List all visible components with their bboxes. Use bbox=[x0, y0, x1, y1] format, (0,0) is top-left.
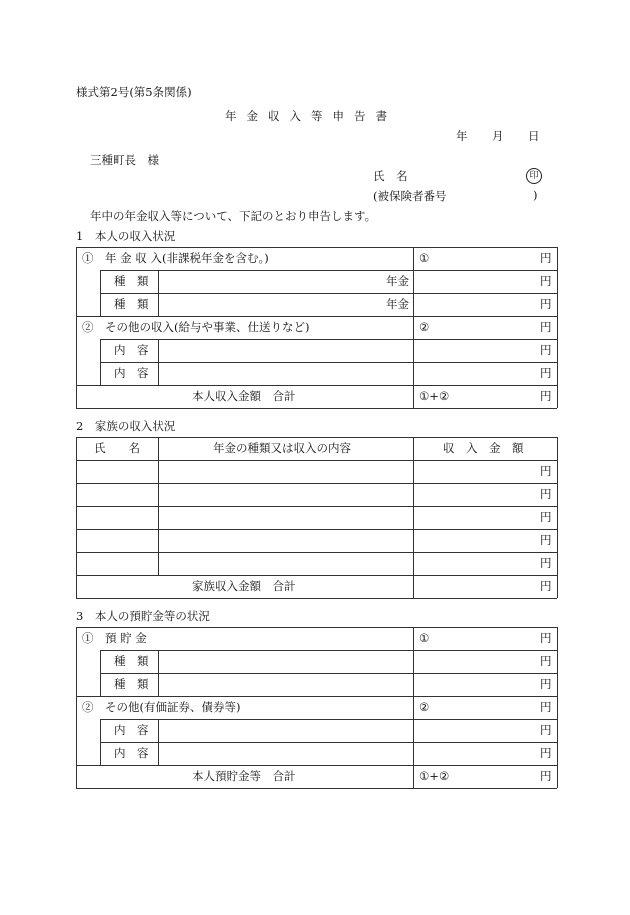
yen-unit: 円 bbox=[540, 251, 552, 265]
seal-mark bbox=[526, 167, 542, 184]
self-income-total-label: 本人収入金額 合計 bbox=[192, 389, 296, 403]
pension-kind-label: 種 類 bbox=[114, 274, 149, 288]
insured-number-close: ) bbox=[533, 188, 538, 202]
addressee: 三種町長 様 bbox=[90, 153, 159, 167]
yen-unit: 円 bbox=[540, 556, 552, 570]
seal-icon: 印 bbox=[526, 168, 542, 184]
savings-mark: ① bbox=[419, 631, 430, 645]
other-content-label: 内 容 bbox=[114, 343, 149, 357]
other-assets-label: ② その他(有価証券、債券等) bbox=[82, 700, 241, 714]
document-title: 年金収入等申告書 bbox=[225, 109, 397, 123]
col-header-type: 年金の種類又は収入の内容 bbox=[213, 441, 351, 455]
other-income-mark: ② bbox=[419, 320, 430, 334]
self-savings-total-mark: ①+② bbox=[419, 769, 450, 783]
yen-unit: 円 bbox=[540, 746, 552, 760]
yen-unit: 円 bbox=[540, 366, 552, 380]
family-income-total-label: 家族収入金額 合計 bbox=[192, 579, 296, 593]
form-number: 様式第2号(第5条関係) bbox=[76, 85, 192, 99]
insured-number-label: (被保険者番号 bbox=[373, 189, 447, 203]
other-content-label: 内 容 bbox=[114, 366, 149, 380]
savings-kind-label: 種 類 bbox=[114, 677, 149, 691]
date-year-label: 年 bbox=[456, 129, 468, 143]
date-month-label: 月 bbox=[492, 129, 504, 143]
yen-unit: 円 bbox=[540, 579, 552, 593]
section1-heading: 1 本人の収入状況 bbox=[76, 229, 176, 243]
self-savings-total-label: 本人預貯金等 合計 bbox=[192, 769, 296, 783]
yen-unit: 円 bbox=[540, 631, 552, 645]
name-label: 氏 名 bbox=[373, 169, 408, 183]
yen-unit: 円 bbox=[540, 320, 552, 334]
self-income-total-mark: ①+② bbox=[419, 389, 450, 403]
savings-label: ① 預 貯 金 bbox=[82, 631, 147, 645]
yen-unit: 円 bbox=[540, 723, 552, 737]
col-header-amount: 収 入 金 額 bbox=[443, 441, 524, 455]
col-header-name: 氏 名 bbox=[94, 441, 140, 455]
yen-unit: 円 bbox=[540, 769, 552, 783]
pension-suffix: 年金 bbox=[386, 297, 409, 311]
yen-unit: 円 bbox=[540, 654, 552, 668]
section3-heading: 3 本人の預貯金等の状況 bbox=[76, 609, 210, 623]
assets-content-label: 内 容 bbox=[114, 723, 149, 737]
date-day-label: 日 bbox=[528, 129, 540, 143]
yen-unit: 円 bbox=[540, 487, 552, 501]
pension-kind-label: 種 類 bbox=[114, 297, 149, 311]
yen-unit: 円 bbox=[540, 274, 552, 288]
yen-unit: 円 bbox=[540, 510, 552, 524]
savings-kind-label: 種 類 bbox=[114, 654, 149, 668]
assets-content-label: 内 容 bbox=[114, 746, 149, 760]
yen-unit: 円 bbox=[540, 297, 552, 311]
other-assets-mark: ② bbox=[419, 700, 430, 714]
intro-text: 年中の年金収入等について、下記のとおり申告します。 bbox=[90, 209, 377, 223]
other-income-label: ② その他の収入(給与や事業、仕送りなど) bbox=[82, 320, 310, 334]
yen-unit: 円 bbox=[540, 389, 552, 403]
pension-suffix: 年金 bbox=[386, 274, 409, 288]
pension-income-label: ① 年 金 収 入(非課税年金を含む。) bbox=[82, 251, 269, 265]
yen-unit: 円 bbox=[540, 343, 552, 357]
yen-unit: 円 bbox=[540, 677, 552, 691]
yen-unit: 円 bbox=[540, 533, 552, 547]
yen-unit: 円 bbox=[540, 464, 552, 478]
pension-income-mark: ① bbox=[419, 251, 430, 265]
yen-unit: 円 bbox=[540, 700, 552, 714]
section2-heading: 2 家族の収入状況 bbox=[76, 419, 176, 433]
